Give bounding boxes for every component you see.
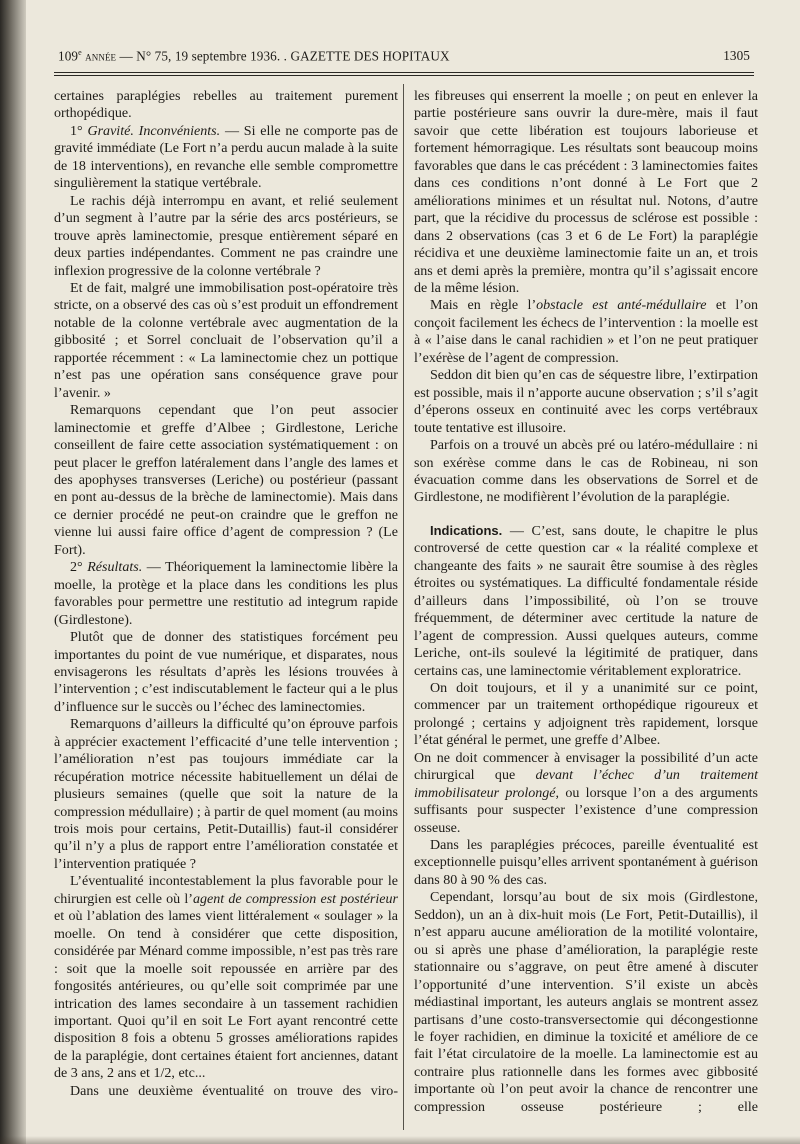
section-lead: Indications. [430,522,503,538]
paragraph: On ne doit commencer à envisager la possibilité d’un acte chirurgical que devant l’échec d’un traitement immobilisateur prolongé, ou lorsque l’on a des arguments suffisants pour suspecter l’existence d’une compression osseuse. [414,749,758,836]
page-bottom-shadow [0,1136,800,1144]
paragraph: Dans une deuxième éventualité on trouve des viro- [70,1082,398,1099]
paragraph: Remarquons cependant que l’on peut associer laminectomie et greffe d’Albee ; Girdlestone, Leriche conseillent de faire cette association systématiquement : on peut placer le greffon latéralement dans l’angle des lames et des apophyses transverses (Leriche) ou postérieur (passant en pont au-dessus de la brèche de laminectomie). Mais dans ce dernier procédé ne peut-on craindre que le greffon ne vienne lui aussi faire office d’agent de compression ? (Le Fort). [54,402,398,558]
paragraph: 2° Résultats. — Théoriquement la laminectomie libère la moelle, la protège et la place dans les conditions les plus favorables pour permettre une restitutio ad integrum rapide (Girdlestone). [54,559,398,628]
header-rule-top [54,72,754,73]
paragraph: Et de fait, malgré une immobilisation post-opératoire très stricte, on a observé des cas où s’est produit un effondrement notable de la colonne vertébrale avec augmentation de la gibbosité ; et Sorrel concluait de l’observation qu’il a rapportée récemment : « La laminectomie chez un pottique n’est pas une opération sans conséquence grave pour l’avenir. » [54,279,398,401]
paragraph: certaines paraplégies rebelles au traitement purement orthopédique. [54,88,398,122]
paragraph: Mais en règle l’obstacle est anté-médullaire et l’on conçoit facilement les échecs de l’intervention : la moelle est à « l’aise dans le canal rachidien » et l’on ne peut pratiquer l’exérèse de l’agent de compression. [414,297,758,366]
paragraph: les fibreuses qui enserrent la moelle ; on peut en enlever la partie postérieure sans ouvrir la dure-mère, mais il faut savoir que cette libération est toujours laborieuse et fortement hémorragique. Les résultats sont beaucoup moins favorables que dans le cas précédent : 3 laminectomies faites dans ces conditions n’ont donné à Le Fort que 2 améliorations minimes et un résultat nul. Notons, d’autre part, que la récidive du processus de sclérose est possible : dans 2 observations (cas 3 et 6 de Le Fort) la paraplégie récidiva et une deuxième laminectomie faite un an, et trois ans et demi après la première, montra qu’il s’agissait encore de la même lésion. [414,88,758,296]
running-header [58,48,754,66]
header-year-sup: e [78,48,82,57]
paragraph: On doit toujours, et il y a unanimité sur ce point, commencer par un traitement orthopédique rigoureux et prolongé ; certains y adjoignent très rapidement, lorsque l’état général le permet, une greffe d’Albee. [414,679,758,749]
paragraph: Remarquons d’ailleurs la difficulté qu’on éprouve parfois à apprécier exactement l’efficacité d’une telle intervention ; l’amélioration n’est pas toujours immédiate car la récupération motrice nécessite habituellement un délai de plusieurs semaines (quelle que soit la nature de la compression médullaire) ; à partir de quel moment (au moins trois mois pour certains, Petit-Dutaillis) faut-il considérer qu’il n’y a plus de rapport entre l’amélioration constatée et l’intervention pratiquée ? [54,716,398,872]
page-binding-edge [0,0,26,1144]
header-issue-text: — N° 75, 19 septembre 1936. . GAZETTE DES HOPITAUX [116,48,450,64]
left-column [54,88,398,1138]
header-rule-bottom [54,75,754,76]
paragraph: Plutôt que de donner des statistiques forcément peu importantes du point de vue numérique, et disparates, nous envisagerons les résultats d’après les lésions trouvées à l’intervention ; c’est indiscutablement le facteur qui a le plus d’influence sur le succès ou l’échec des laminectomies. [54,629,398,715]
header-year-word: année [85,48,117,64]
paragraph: L’éventualité incontestablement la plus favorable pour le chirurgien est celle où l’agent de compression est postérieur et où l’ablation des lames vient littéralement « soulager » la moelle. On tend à considérer que cette disposition, considérée par Ménard comme impossible, n’est pas très rare : soit que la moelle soit repoussée en arrière par des fongosités antérieures, ou qu’elle soit comprimée par une intrication des lames secondaire à un tassement rachidien important. Quoi qu’il en soit Le Fort ayant rencontré cette disposition 8 fois a obtenu 5 grosses améliorations rapides de la paraplégie, dont certaines étaient fort anciennes, datant de 3 ans, 2 ans et 1/2, etc... [54,873,398,1082]
paragraph: Dans les paraplégies précoces, pareille éventualité est exceptionnelle puisqu’elles arrivent spontanément à guérison dans 80 à 90 % des cas. [414,837,758,888]
paragraph: Le rachis déjà interrompu en avant, et relié seulement d’un segment à l’autre par la série des arcs postérieurs, se trouve après laminectomie, presque entièrement séparé en deux parties indépendantes. Comment ne pas craindre une inflexion progressive de la colonne vertébrale ? [54,192,398,279]
paragraph: Seddon dit bien qu’en cas de séquestre libre, l’extirpation est possible, mais il n’apporte aucune observation ; s’il s’agit d’éperons osseux en continuité avec les corps vertébraux toute tentative est illusoire. [414,367,758,436]
header-year-num: 109 [58,48,79,64]
paragraph [414,522,758,680]
paragraph: 1° Gravité. Inconvénients. — Si elle ne comporte pas de gravité immédiate (Le Fort n’a perdu aucun malade à la suite de 18 interventions), en revanche elle semble compromettre singulièrement la statique vertébrale. [54,122,399,192]
column-divider [403,84,404,1130]
paragraph: Cependant, lorsqu’au bout de six mois (Girdlestone, Seddon), un an à dix-huit mois (Le Fort, Petit-Dutaillis), il n’est apparu aucune amélioration de la motilité volontaire, ou si après une phase d’amélioration, la paraplégie reste stationnaire ou s’aggrave, on peut être amené à discuter l’opportunité d’une intervention. S’il existe un abcès médiastinal important, les auteurs anglais se montrent assez partisans d’une costo-transversectomie qui décongestionne le foyer rachidien, en diminue la toxicité et améliore de ce fait l’état circulatoire de la moelle. La laminectomie est au contraire plus rationnelle dans les formes avec gibbosité importante où l’on peut avoir la chance de rencontrer une compression osseuse postérieure ; elle [414,889,758,1115]
header-issue-line [58,48,450,64]
page-number: 1305 [723,48,750,63]
paragraph: Parfois on a trouvé un abcès pré ou latéro-médullaire : ni son exérèse comme dans le cas de Robineau, ni son évacuation comme dans les observations de Sorrel et de Girdlestone, ne modifièrent l’évolution de la paraplégie. [414,437,758,506]
paragraph-text: — C’est, sans doute, le chapitre le plus controversé de cette question car « la réalité complexe et changeante des faits » ne saurait être soumise à des règles étroites ou systématiques. La difficulté fondamentale réside d’ailleurs dans l’impossibilité, où l’on se trouve fréquemment, de déterminer avec certitude la nature de l’agent de compression. Aussi quelques auteurs, comme Leriche, ont-ils soulevé la légitimité de pratiquer, dans certains cas, une laminectomie véritablement exploratrice. [414,522,758,679]
right-column [414,88,758,1138]
